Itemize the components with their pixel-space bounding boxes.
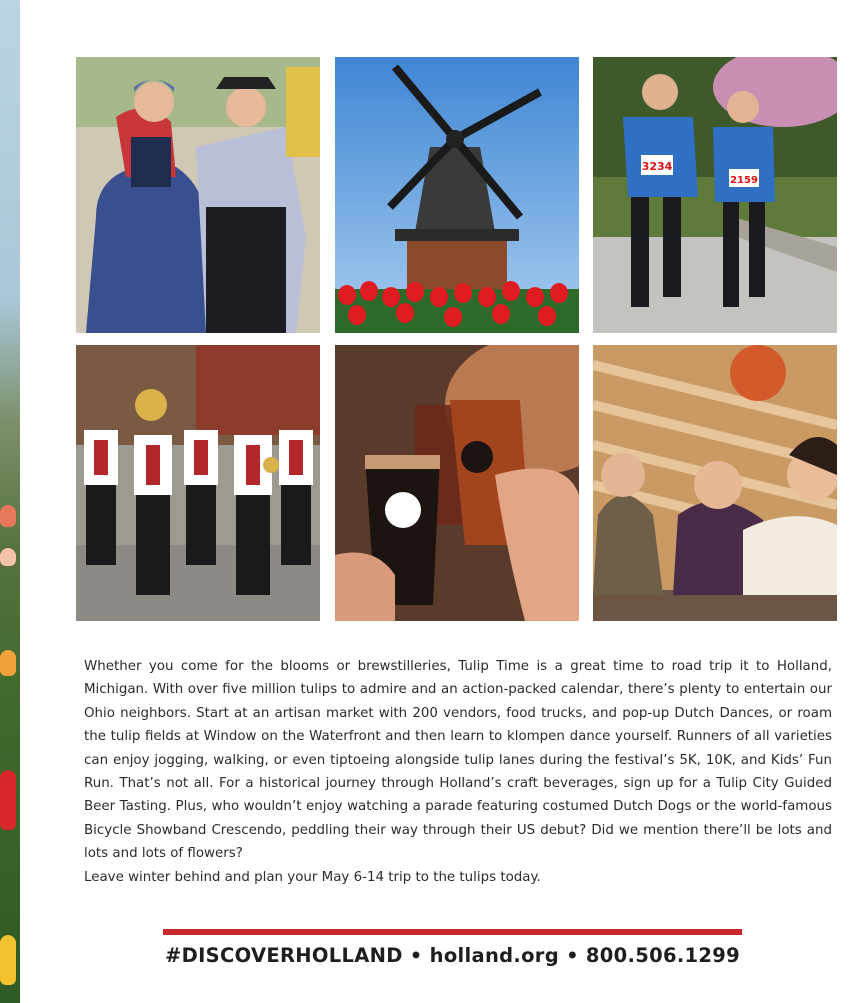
tulip-border-strip [0,0,20,1003]
bib-2159: 2159 [730,175,758,186]
bib-3234: 3234 [641,160,673,173]
friends-laughing-photo [593,345,837,621]
body-paragraph [84,655,832,889]
marching-band-photo [76,345,320,621]
windmill-photo [335,57,579,333]
runners-photo [593,57,837,333]
body-text-last-line: Leave winter behind and plan your May 6-14 trip to the tulips today. [84,869,541,885]
footer-contact-line: #DISCOVERHOLLAND • holland.org • 800.506.1299 [164,944,741,967]
dutch-dancers-photo [76,57,320,333]
beer-toast-photo [335,345,579,621]
body-text-main: Whether you come for the blooms or brewstilleries, Tulip Time is a great time to road trip it to Holland, Michigan. With over five million tulips to admire and an action-packed calendar, there’s plenty to entertain our Ohio neighbors. Start at an artisan market with 200 vendors, food trucks, and pop-up Dutch Dances, or roam the tulip fields at Window on the Waterfront and then learn to klompen dance yourself. Runners of all varieties can enjoy jogging, walking, or even tiptoeing alongside tulip lanes during the festival’s 5K, 10K, and Kids’ Fun Run. That’s not all. For a historical journey through Holland’s craft beverages, sign up for a Tulip City Guided Beer Tasting. Plus, who wouldn’t enjoy watching a parade featuring costumed Dutch Dogs or the world-famous Bicycle Showband Crescendo, peddling their way through their US debut? Did we mention there’ll be lots and lots and lots of flowers? [84,659,832,862]
footer-accent-rule [163,929,742,935]
